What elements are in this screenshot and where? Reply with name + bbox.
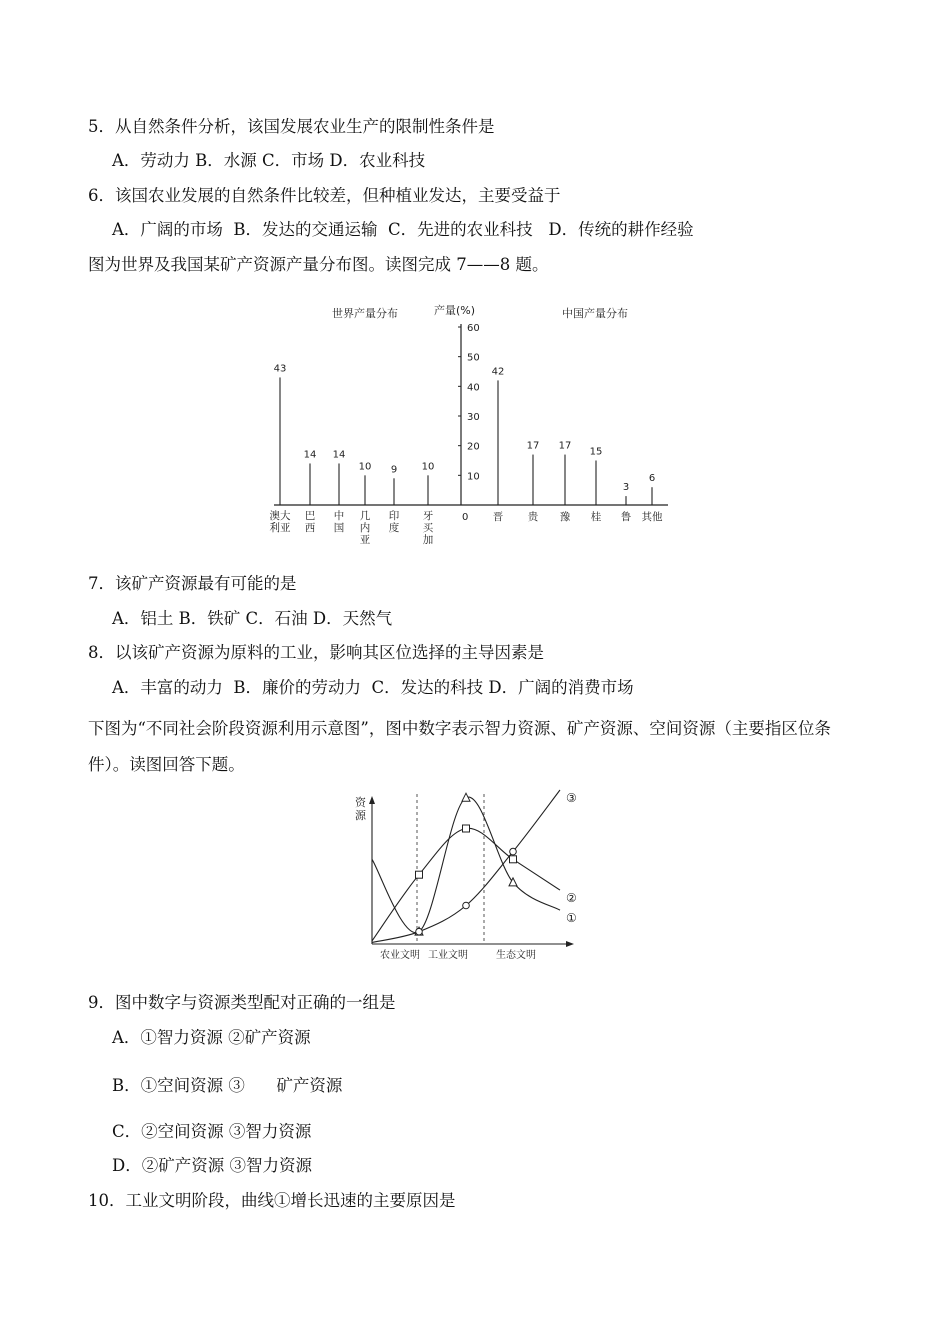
q6-stem: 6．该国农业发展的自然条件比较差，但种植业发达，主要受益于	[88, 186, 561, 205]
china-value-label: 15	[589, 446, 603, 458]
chart1-ylabel: 产量(%)	[434, 304, 476, 317]
china-category-label: 其他	[641, 511, 663, 523]
curve-1	[372, 797, 560, 933]
chart2-ylabel-2: 源	[355, 809, 366, 822]
china-category-label: 晋	[492, 511, 504, 523]
chart1-world-title: 世界产量分布	[332, 307, 398, 320]
world-category-label: 几内亚	[359, 510, 371, 546]
china-value-label: 17	[558, 440, 572, 452]
q9-option-b: B．①空间资源 ③ 矿产资源	[112, 1076, 343, 1095]
world-value-label: 14	[303, 449, 317, 461]
intro-7-8: 图为世界及我国某矿产资源产量分布图。读图完成 7——8 题。	[88, 255, 549, 274]
intro-9-10: 下图为“不同社会阶段资源利用示意图”，图中数字表示智力资源、矿产资源、空间资源（主要指区位条件）。读图回答下题。	[88, 719, 831, 774]
curve-label-2: ②	[566, 891, 577, 906]
chart1-origin-label: 0	[462, 512, 469, 523]
stage-label: 生态文明	[496, 950, 536, 961]
q5-stem: 5．从自然条件分析，该国发展农业生产的限制性条件是	[88, 117, 495, 136]
curve-marker-circle	[416, 928, 423, 935]
world-value-label: 14	[332, 449, 346, 461]
chart1-y-tick-label: 10	[467, 471, 480, 483]
q8-options: A．丰富的动力 B．廉价的劳动力 C．发达的科技 D．广阔的消费市场	[112, 678, 634, 697]
chart1-y-tick-label: 30	[467, 412, 480, 423]
world-value-label: 10	[358, 461, 372, 473]
curve-label-3: ③	[566, 791, 577, 805]
q7-stem: 7．该矿产资源最有可能的是	[88, 574, 297, 593]
curve-marker-circle	[463, 902, 470, 909]
china-value-label: 42	[491, 366, 505, 378]
china-category-label: 贵	[527, 511, 539, 523]
world-value-label: 43	[273, 363, 287, 375]
q9-stem: 9．图中数字与资源类型配对正确的一组是	[88, 993, 396, 1012]
curve-marker-square	[463, 825, 470, 832]
q9-option-c: C．②空间资源 ③智力资源	[112, 1122, 312, 1141]
chart1-y-tick-label: 60	[467, 323, 480, 334]
curve-2	[372, 828, 560, 941]
world-category-label: 澳大利亚	[269, 510, 291, 534]
q5-options: A．劳动力 B．水源 C．市场 D．农业科技	[112, 151, 426, 170]
china-value-label: 17	[526, 440, 540, 452]
chart2-ylabel: 资	[355, 796, 366, 809]
chart1-y-tick-label: 40	[467, 382, 480, 394]
q7-options: A．铝土 B．铁矿 C．石油 D．天然气	[112, 609, 393, 628]
world-category-label: 印度	[388, 510, 400, 534]
resource-stage-chart	[350, 782, 590, 968]
china-category-label: 桂	[590, 511, 602, 523]
q6-options: A．广阔的市场 B．发达的交通运输 C．先进的农业科技 D．传统的耕作经验	[112, 220, 694, 239]
curve-marker-circle	[510, 848, 517, 855]
world-category-label: 中国	[333, 510, 345, 534]
curve-3	[372, 790, 560, 942]
chart2-x-arrow	[566, 941, 574, 947]
china-value-label: 3	[622, 482, 630, 494]
world-value-label: 9	[390, 464, 398, 476]
stage-label: 工业文明	[428, 950, 468, 961]
mineral-production-chart	[262, 296, 682, 558]
q9-option-d: D．②矿产资源 ③智力资源	[112, 1156, 312, 1175]
q9-option-a: A．①智力资源 ②矿产资源	[112, 1028, 311, 1047]
q10-stem: 10．工业文明阶段，曲线①增长迅速的主要原因是	[88, 1191, 456, 1210]
chart1-y-tick-label: 20	[467, 441, 480, 453]
chart1-china-title: 中国产量分布	[562, 307, 628, 320]
world-category-label: 牙买加	[422, 510, 434, 546]
china-value-label: 6	[648, 473, 656, 485]
curve-label-1: ①	[566, 911, 577, 926]
chart2-y-arrow	[369, 796, 375, 804]
china-category-label: 豫	[559, 511, 571, 523]
world-category-label: 巴西	[304, 510, 316, 534]
q8-stem: 8．以该矿产资源为原料的工业，影响其区位选择的主导因素是	[88, 643, 544, 662]
curve-marker-square	[416, 871, 423, 878]
chart1-y-tick-label: 50	[467, 352, 480, 364]
world-value-label: 10	[421, 461, 435, 473]
china-category-label: 鲁	[620, 511, 632, 523]
stage-label: 农业文明	[380, 950, 420, 961]
curve-marker-square	[510, 856, 517, 863]
